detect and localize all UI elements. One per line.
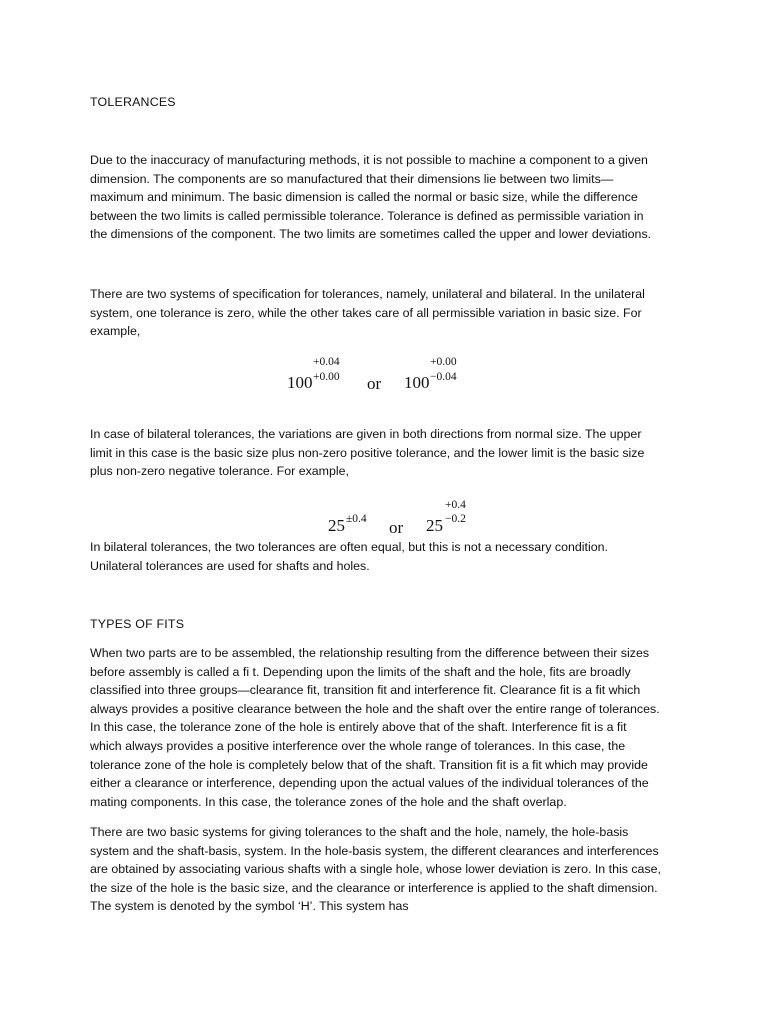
text-line: maximum and minimum. The basic dimension is called the normal or basic size, while the difference — [90, 190, 638, 205]
text-line: always provides a positive clearance between the hole and the shaft over the entire range of tolerances. — [90, 701, 660, 716]
eq1-right-base: 100 — [404, 373, 430, 392]
eq1-right-lower-deviation: −0.04 — [430, 371, 457, 383]
eq1-left-upper-deviation: +0.04 — [313, 356, 340, 368]
paragraph-bilateral-notes — [90, 538, 702, 575]
eq2-left-base: 25 — [328, 516, 345, 535]
text-line: system, one tolerance is zero, while the other takes care of all permissible variation in basic size. For — [90, 305, 642, 320]
text-line: Unilateral tolerances are used for shafts and holes. — [90, 558, 370, 573]
text-line: In case of bilateral tolerances, the variations are given in both directions from normal size. The upper — [90, 427, 642, 441]
eq1-left-base: 100 — [287, 373, 313, 392]
text-line: the dimensions of the component. The two limits are sometimes called the upper and lower deviations. — [90, 227, 652, 242]
text-line: There are two systems of specification for tolerances, namely, unilateral and bilateral. In the unilateral — [90, 287, 645, 301]
paragraph-bilateral — [90, 425, 702, 481]
text-line: The system is denoted by the symbol ‘H’. This system has — [90, 899, 409, 914]
paragraph-fits — [90, 644, 702, 811]
text-line: mating components. In this case, the tolerance zones of the hole and the shaft overlap. — [90, 794, 567, 809]
eq2-left-deviation: ±0.4 — [346, 513, 367, 525]
text-line: dimension. The components are so manufactured that their dimensions lie between two limits— — [90, 171, 614, 186]
text-line: system and the shaft-basis, system. In the hole-basis system, the different clearances and interferences — [90, 843, 659, 858]
text-line: example, — [90, 324, 141, 339]
text-line: When two parts are to be assembled, the relationship resulting from the difference between their sizes — [90, 646, 650, 660]
text-line: In bilateral tolerances, the two tolerances are often equal, but this is not a necessary condition. — [90, 540, 608, 554]
text-line: There are two basic systems for giving tolerances to the shaft and the hole, namely, the hole-basis — [90, 825, 629, 839]
text-line: Due to the inaccuracy of manufacturing methods, it is not possible to machine a component to a given — [90, 153, 648, 167]
paragraph-hole-basis — [90, 823, 702, 916]
text-line: classified into three groups—clearance fit, transition fit and interference fit. Clearance fit is a fit which — [90, 683, 641, 698]
eq2-right-upper-deviation: +0.4 — [445, 499, 466, 511]
text-line: either a clearance or interference, depending upon the actual values of the individual tolerances of the — [90, 776, 649, 791]
eq1-or: or — [367, 374, 382, 393]
text-line: are obtained by associating various shafts with a single hole, whose lower deviation is zero. In this case, — [90, 862, 661, 877]
text-line: limit in this case is the basic size plus non-zero positive tolerance, and the lower limit is the basic size — [90, 445, 645, 460]
text-line: the size of the hole is the basic size, and the clearance or interference is applied to the shaft dimension. — [90, 880, 658, 895]
eq2-right-lower-deviation: −0.2 — [445, 513, 466, 525]
eq2-or: or — [389, 518, 404, 537]
text-line: between the two limits is called permissible tolerance. Tolerance is defined as permissible variation in — [90, 208, 644, 223]
text-line: plus non-zero negative tolerance. For example, — [90, 464, 349, 479]
text-line: tolerance zone of the hole is completely below that of the shaft. Transition fit is a fit which may provide — [90, 757, 648, 772]
paragraph-tolerance-definition — [90, 151, 702, 244]
eq2-right-base: 25 — [426, 516, 443, 535]
heading-types-of-fits: TYPES OF FITS — [90, 617, 185, 631]
eq1-left-lower-deviation: +0.00 — [313, 371, 340, 383]
paragraph-unilateral — [90, 285, 702, 341]
text-line: before assembly is called a fi t. Depending upon the limits of the shaft and the hole, fits are broadly — [90, 664, 631, 679]
text-line: which always provides a positive interference over the whole range of tolerances. In this case, the — [90, 738, 626, 753]
eq1-right-upper-deviation: +0.00 — [430, 356, 457, 368]
heading-tolerances: TOLERANCES — [90, 95, 176, 109]
text-line: In this case, the tolerance zone of the hole is entirely above that of the shaft. Interference fit is a fit — [90, 720, 627, 735]
